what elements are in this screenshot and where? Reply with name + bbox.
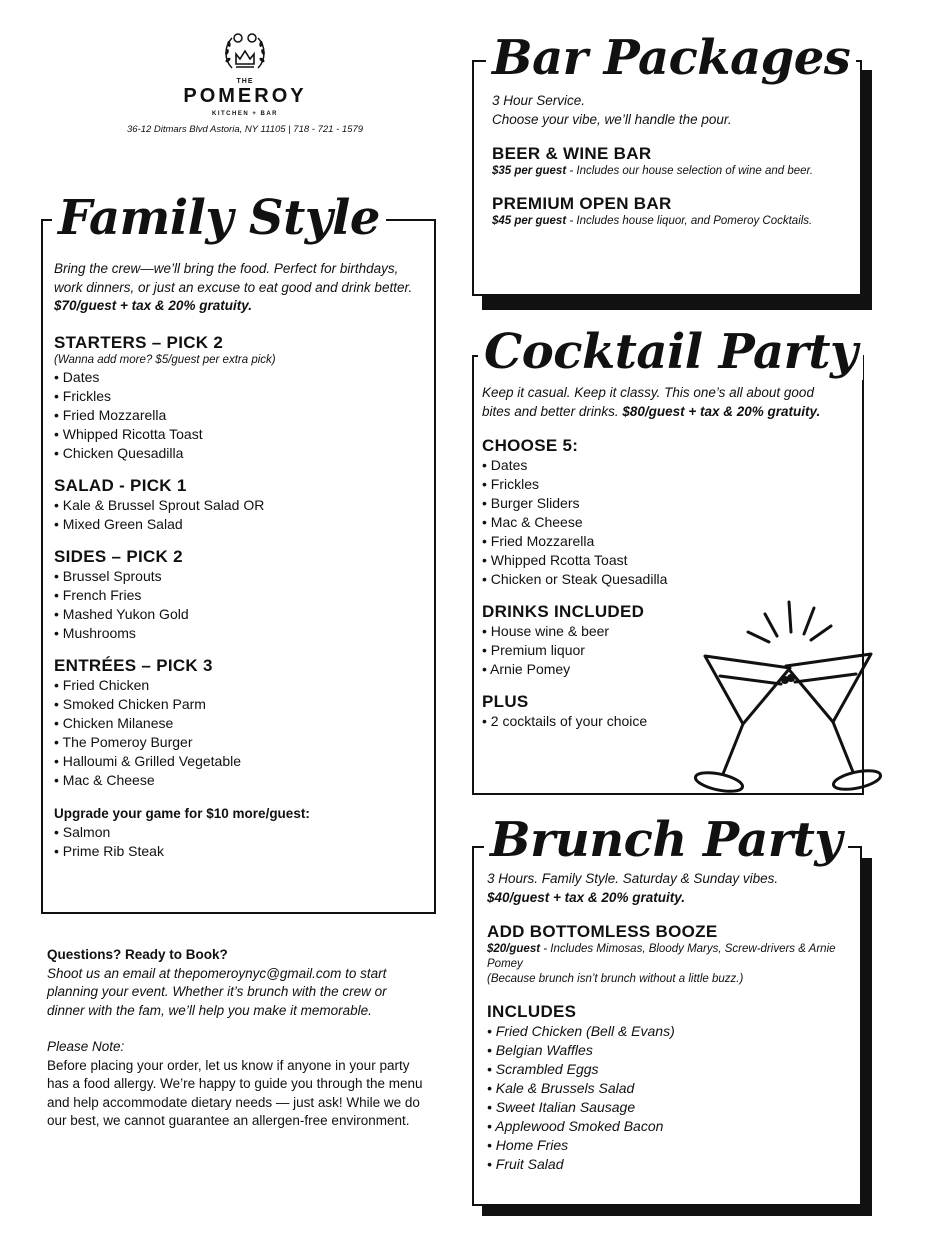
booze-desc-text: - Includes Mimosas, Bloody Marys, Screw-drivers & Arnie Pomey <box>487 943 836 970</box>
list-item: • Fruit Salad <box>487 1155 847 1174</box>
beer-wine-desc <box>492 164 852 179</box>
list-item: • Dates <box>482 456 842 475</box>
list-item: • Fried Chicken (Bell & Evans) <box>487 1022 847 1041</box>
contact-section <box>47 946 427 1131</box>
list-item: • Arnie Pomey <box>482 660 842 679</box>
list-item: • Applewood Smoked Bacon <box>487 1117 847 1136</box>
cocktail-price: $80/guest + tax & 20% gratuity. <box>622 403 821 419</box>
includes-heading: INCLUDES <box>487 1002 577 1021</box>
entrees-heading: ENTRÉES – PICK 3 <box>54 655 213 675</box>
sides-list <box>54 567 429 643</box>
booze-price: $20/guest <box>487 943 541 955</box>
brand-subtitle: KITCHEN + BAR <box>211 111 278 117</box>
list-item: • Sweet Italian Sausage <box>487 1098 847 1117</box>
list-item: • Kale & Brussels Salad <box>487 1079 847 1098</box>
premium-bar-desc-text: - Includes house liquor, and Pomeroy Cocktails. <box>566 215 813 227</box>
salad-list <box>54 496 429 534</box>
brunch-party-title: Brunch Party <box>484 812 848 868</box>
brand-the: THE <box>236 78 254 85</box>
contact-note: Before placing your order, let us know if anyone in your party has a food allergy. We’re happy to guide you through the menu and help accommodate dietary needs — just ask! While we do our best, we cannot guarantee an allergen-free environment. <box>47 1057 423 1128</box>
list-item: • Brussel Sprouts <box>54 567 429 586</box>
starters-note: (Wanna add more? $5/guest per extra pick) <box>54 353 276 366</box>
bar-intro-2: Choose your vibe, we’ll handle the pour. <box>492 111 732 127</box>
choose-heading: CHOOSE 5: <box>482 436 579 455</box>
upgrade-list <box>54 823 429 861</box>
list-item: • Mac & Cheese <box>54 771 429 790</box>
list-item: • House wine & beer <box>482 622 842 641</box>
list-item: • Mixed Green Salad <box>54 515 429 534</box>
list-item: • Mashed Yukon Gold <box>54 605 429 624</box>
list-item: • French Fries <box>54 586 429 605</box>
premium-bar-heading: PREMIUM OPEN BAR <box>492 194 672 213</box>
contact-heading: Questions? Ready to Book? <box>47 947 228 962</box>
list-item: • Whipped Ricotta Toast <box>54 425 429 444</box>
brunch-intro: 3 Hours. Family Style. Saturday & Sunday vibes. <box>487 871 779 886</box>
list-item: • The Pomeroy Burger <box>54 733 429 752</box>
list-item: • Halloumi & Grilled Vegetable <box>54 752 429 771</box>
cocktail-party-title: Cocktail Party <box>478 324 863 380</box>
sides-heading: SIDES – PICK 2 <box>54 546 183 566</box>
list-item: • Burger Sliders <box>482 494 842 513</box>
family-price: $70/guest + tax & 20% gratuity. <box>54 298 252 313</box>
starters-list <box>54 368 429 463</box>
entrees-list <box>54 676 429 790</box>
bar-packages-content <box>492 92 852 229</box>
list-item: • 2 cocktails of your choice <box>482 712 842 731</box>
list-item: • Chicken Quesadilla <box>54 444 429 463</box>
brand-name: POMEROY <box>183 85 307 107</box>
list-item: • Frickles <box>482 475 842 494</box>
list-item: • Home Fries <box>487 1136 847 1155</box>
list-item: • Scrambled Eggs <box>487 1060 847 1079</box>
cocktail-intro <box>482 384 842 421</box>
list-item: • Salmon <box>54 823 429 842</box>
booze-heading: ADD BOTTOMLESS BOOZE <box>487 922 718 941</box>
family-intro <box>54 260 429 316</box>
list-item: • Fried Mozzarella <box>482 532 842 551</box>
list-item: • Chicken Milanese <box>54 714 429 733</box>
beer-wine-price: $35 per guest <box>492 165 567 177</box>
list-item: • Kale & Brussel Sprout Salad OR <box>54 496 429 515</box>
list-item: • Fried Chicken <box>54 676 429 695</box>
contact-body: Shoot us an email at thepomeroynyc@gmail.com to start planning your event. Whether it’s brunch with the crew or dinner with the fam, we’ll help you make it memorable. <box>47 965 387 1018</box>
brand-address: 36-12 Ditmars Blvd Astoria, NY 11105 | 718 - 721 - 1579 <box>126 124 364 135</box>
drinks-heading: DRINKS INCLUDED <box>482 602 645 621</box>
family-intro-text: Bring the crew—we’ll bring the food. Perfect for birthdays, work dinners, or just an excuse to eat good and drink better. <box>54 261 413 295</box>
brunch-price: $40/guest + tax & 20% gratuity. <box>487 889 685 905</box>
upgrade-heading: Upgrade your game for $10 more/guest: <box>54 805 310 821</box>
list-item: • Mac & Cheese <box>482 513 842 532</box>
contact-note-label: Please Note: <box>47 1039 125 1054</box>
martini-glasses-cheers-icon <box>693 596 883 802</box>
crown-wreath-icon <box>220 30 270 74</box>
bar-packages-title: Bar Packages <box>486 30 856 86</box>
list-item: • Premium liquor <box>482 641 842 660</box>
family-style-content <box>54 260 429 861</box>
premium-bar-price: $45 per guest <box>492 215 567 227</box>
list-item: • Belgian Waffles <box>487 1041 847 1060</box>
starters-heading: STARTERS – PICK 2 <box>54 332 224 352</box>
list-item: • Dates <box>54 368 429 387</box>
list-item: • Smoked Chicken Parm <box>54 695 429 714</box>
bar-intro-1: 3 Hour Service. <box>492 93 586 108</box>
list-item: • Frickles <box>54 387 429 406</box>
list-item: • Mushrooms <box>54 624 429 643</box>
booze-desc <box>487 942 847 972</box>
beer-wine-heading: BEER & WINE BAR <box>492 144 652 163</box>
brand-logo <box>95 30 395 135</box>
brunch-party-content <box>487 870 847 1174</box>
list-item: • Fried Mozzarella <box>54 406 429 425</box>
salad-heading: SALAD - PICK 1 <box>54 475 187 495</box>
premium-bar-desc <box>492 214 852 229</box>
list-item: • Prime Rib Steak <box>54 842 429 861</box>
includes-list <box>487 1022 847 1174</box>
family-style-title: Family Style <box>52 190 386 246</box>
cocktail-intro-text: Keep it casual. Keep it classy. This one’s all about good bites and better drinks. <box>482 385 814 419</box>
list-item: • Chicken or Steak Quesadilla <box>482 570 842 589</box>
booze-note: (Because brunch isn’t brunch without a little buzz.) <box>487 973 744 985</box>
choose-list <box>482 456 842 589</box>
plus-heading: PLUS <box>482 692 529 711</box>
beer-wine-desc-text: - Includes our house selection of wine and beer. <box>566 165 814 177</box>
list-item: • Whipped Rcotta Toast <box>482 551 842 570</box>
